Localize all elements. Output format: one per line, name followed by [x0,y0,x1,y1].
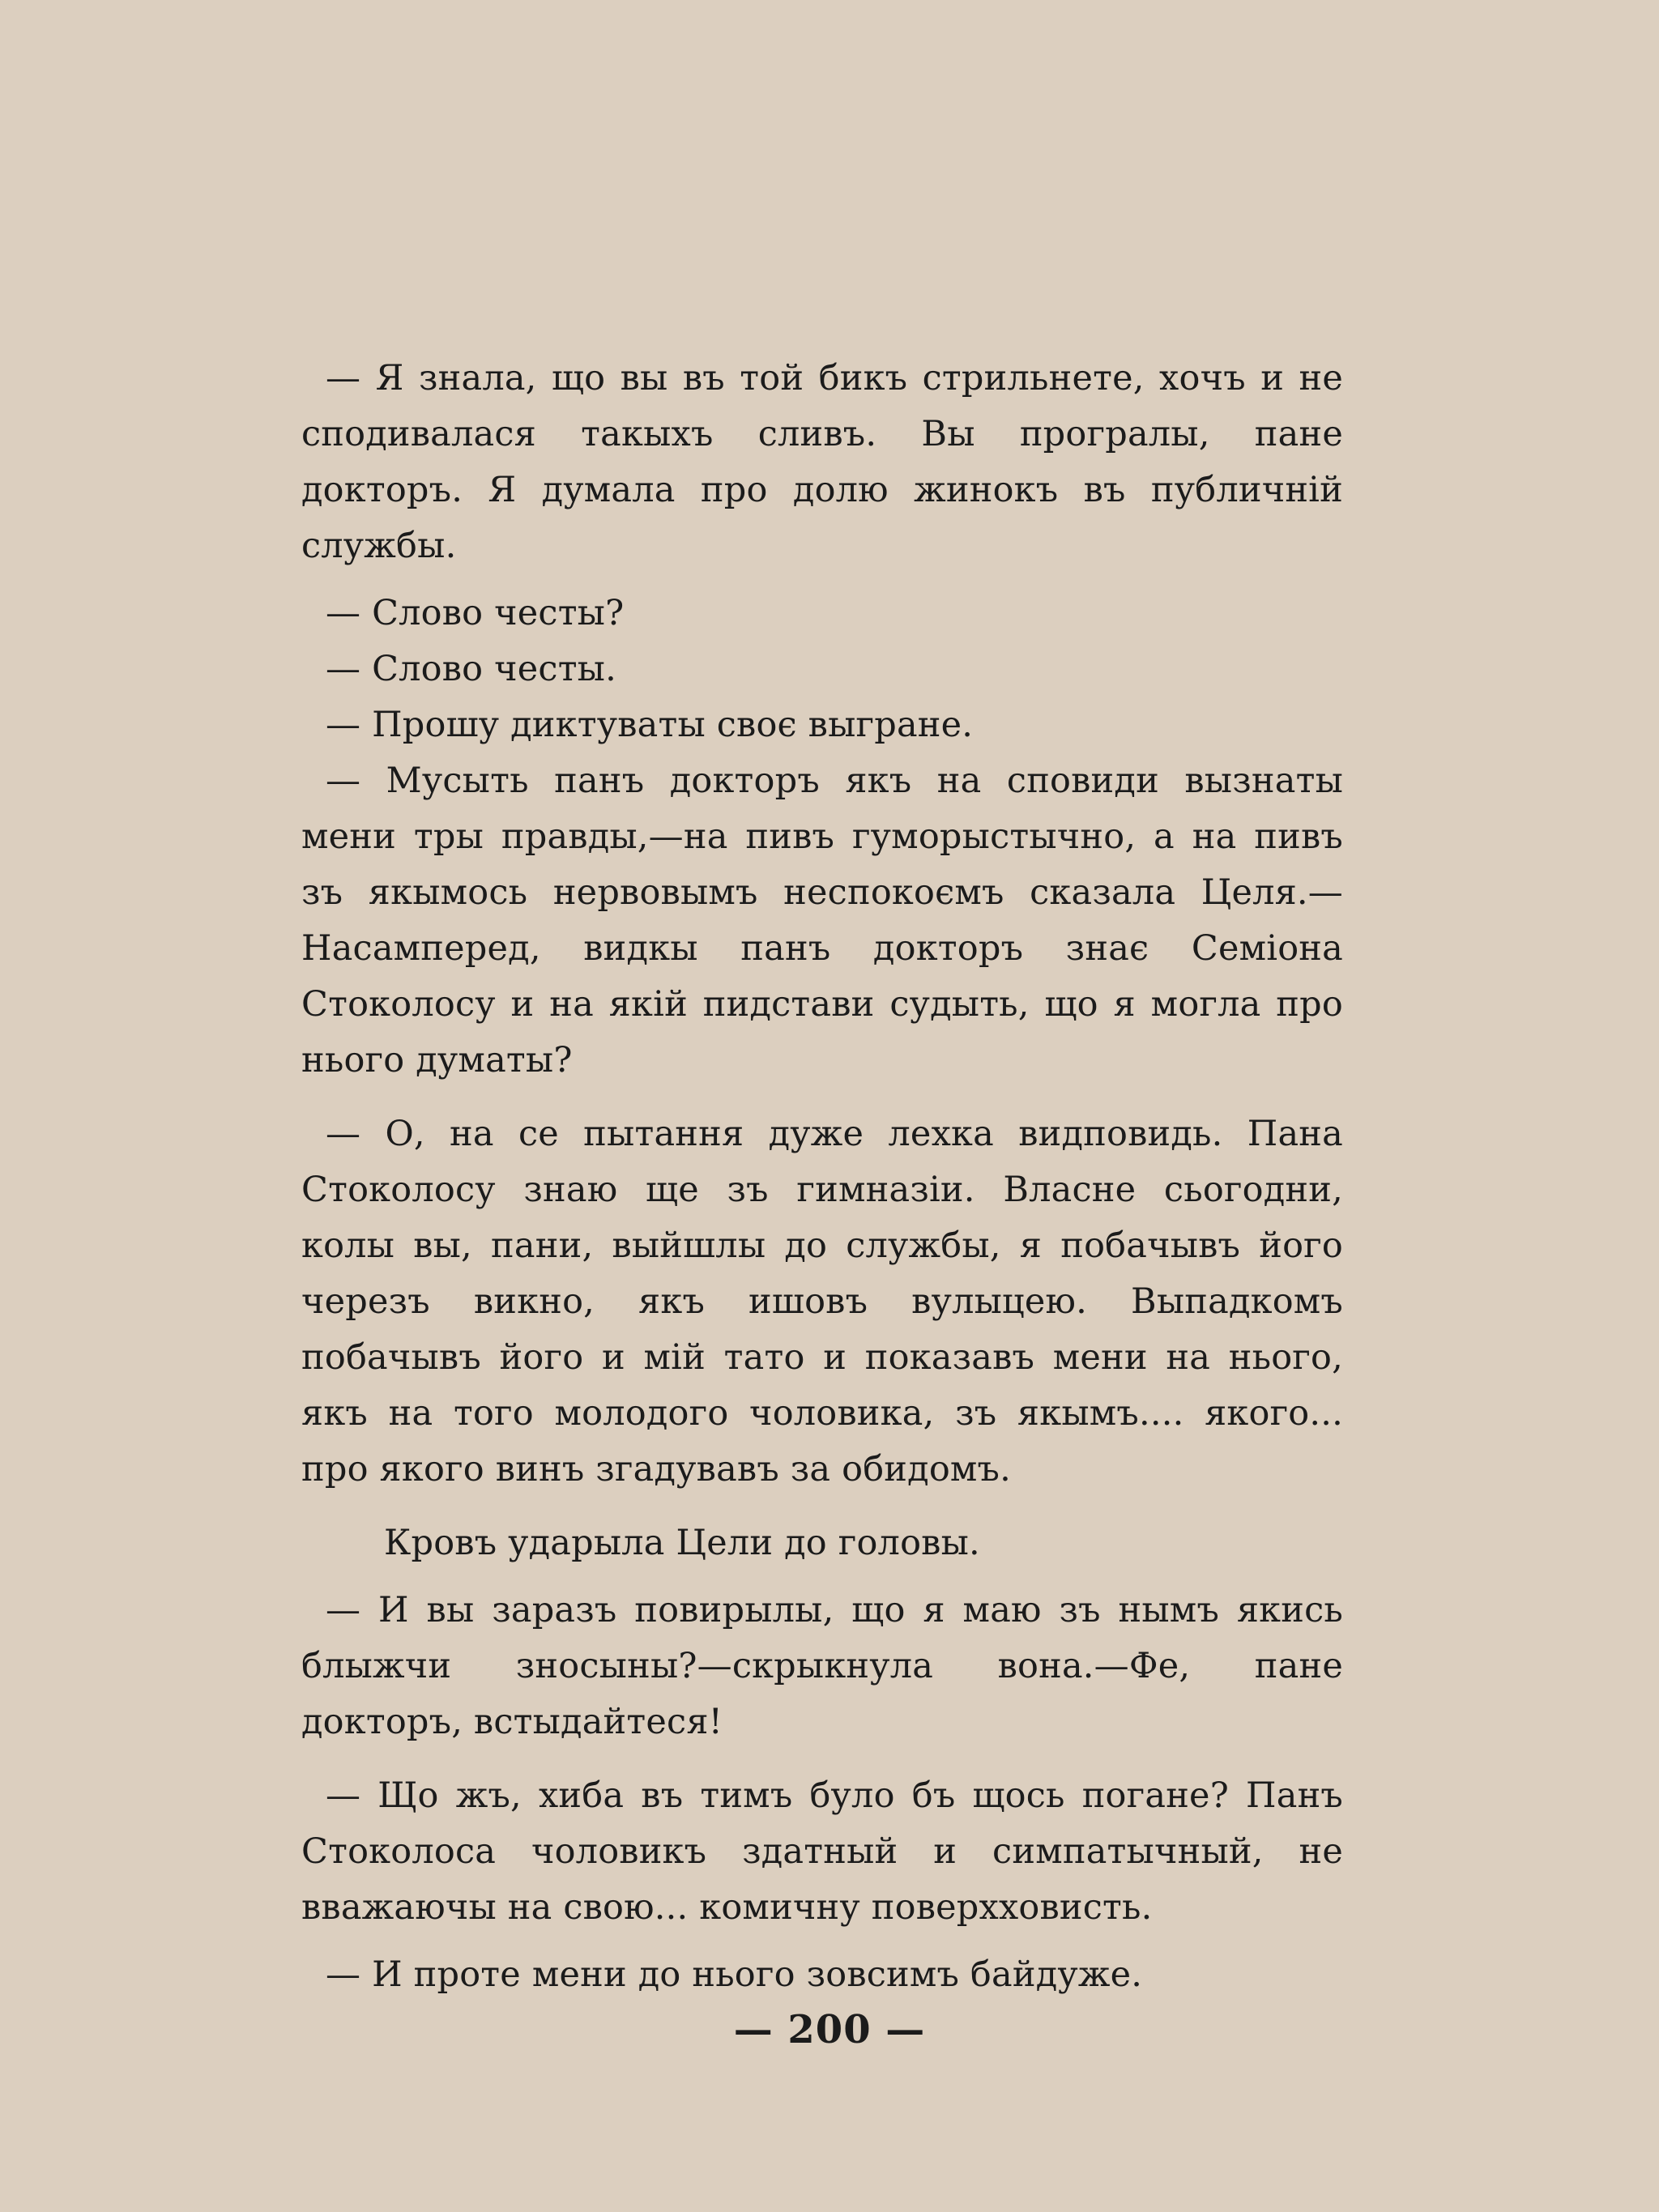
paragraph-9: — Що жъ, хиба въ тимъ було бъ щось погане? Панъ Стоколоса чоловикъ здатный и симпатычный, не вважаючы на свою... комичну поверхховисть. [301,1775,1343,1928]
paragraph-1: — Я знала, що вы въ той бикъ стрильнете, хочъ и не сподивалася такыхъ сливъ. Вы програлы, пане докторъ. Я думала про долю жинокъ въ публичній службы. [301,358,1343,566]
paragraph-8: — И вы заразъ повирылы, що я маю зъ нымъ якись блыжчи зносыны?—скрыкнула вона.—Фе, пане докторъ, встыдайтеся! [301,1590,1343,1742]
paragraph-6: — О, на се пытання дуже лехка видповидь. Пана Стоколосу знаю ще зъ гимназіи. Власне сьогодни, колы вы, пани, выйшлы до службы, я побачывъ його черезъ викно, якъ ишовъ вулыцею. Выпадкомъ побачывъ його и мій тато и показавъ мени на нього, якъ на того молодого чоловика, зъ якымъ.... якого... про якого винъ згадувавъ за обидомъ. [301,1114,1343,1490]
paragraph-7: Кровъ ударыла Цели до головы. [384,1523,980,1563]
paragraph-10: — И проте мени до нього зовсимъ байдуже. [326,1954,1143,1995]
paragraph-3: — Слово честы. [326,649,616,689]
paragraph-2: — Слово честы? [326,593,625,633]
page-number: — 200 — [733,2007,926,2052]
paragraph-5: — Мусыть панъ докторъ якъ на сповиди вызнаты мени тры правды,—на пивъ гуморыстычно, а на пивъ зъ якымось нервовымъ неспокоємъ сказала Целя.—Насамперед, видкы панъ докторъ знає Семіона Стоколосу и на якій пидстави судыть, що я могла про нього думаты? [301,761,1343,1080]
paragraph-4: — Прошу диктуваты своє выгране. [326,705,974,745]
page-text [301,351,1343,2003]
